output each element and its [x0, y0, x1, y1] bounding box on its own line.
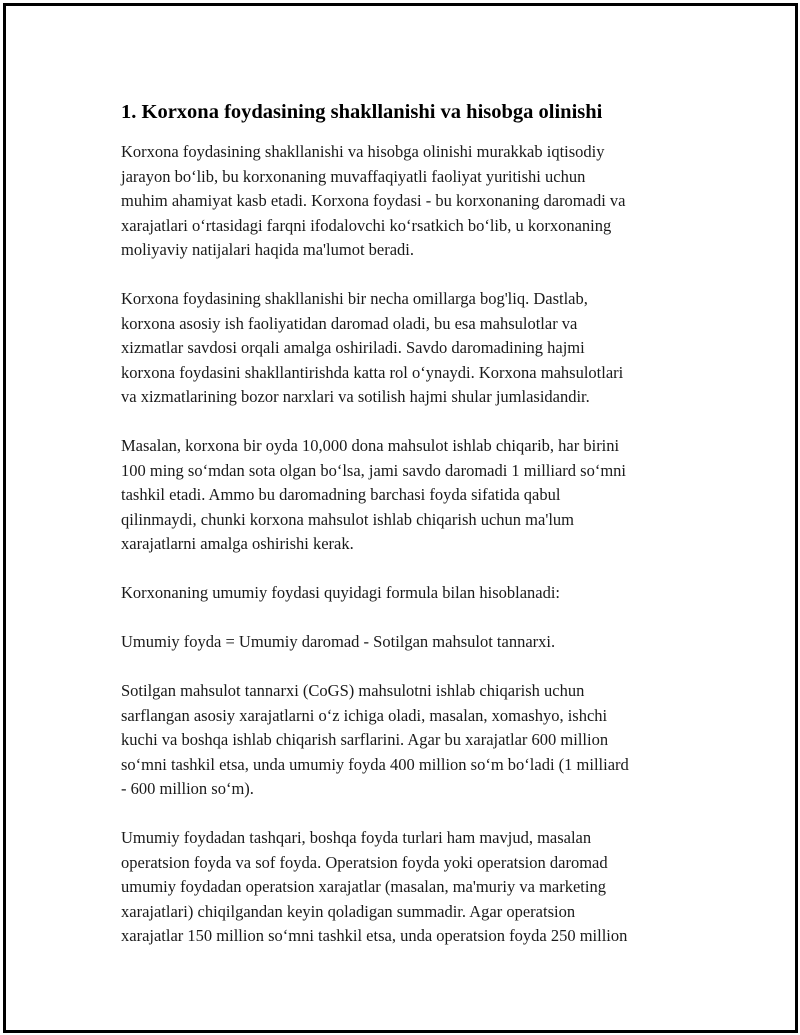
text-line: - 600 million so‘m).: [121, 779, 254, 798]
section-heading: 1. Korxona foydasining shakllanishi va hisobga olinishi: [121, 101, 603, 123]
text-line: Korxona foydasining shakllanishi bir necha omillarga bog'liq. Dastlab,: [121, 289, 588, 308]
paragraph-gap: [121, 802, 696, 827]
text-line: sarflangan asosiy xarajatlarni o‘z ichiga oladi, masalan, xomashyo, ishchi: [121, 705, 608, 725]
formula-paragraph: [121, 630, 696, 655]
text-line: tashkil etadi. Ammo bu daromadning barchasi foyda sifatida qabul: [121, 485, 561, 504]
text-line: xarajatlari) chiqilgandan keyin qoladigan summadir. Agar operatsion: [121, 901, 576, 921]
text-line: kuchi va boshqa ishlab chiqarish sarflarini. Agar bu xarajatlar 600 million: [121, 730, 609, 749]
paragraph-3: [121, 434, 696, 557]
text-line: so‘mni tashkil etsa, unda umumiy foyda 400 million so‘m bo‘ladi (1 milliard: [121, 754, 629, 774]
paragraph-1: [121, 140, 696, 263]
text-line: xarajatlari o‘rtasidagi farqni ifodalovchi ko‘rsatkich bo‘lib, u korxonaning: [121, 215, 612, 235]
text-line: qilinmaydi, chunki korxona mahsulot ishlab chiqarish uchun ma'lum: [121, 509, 574, 529]
text-line: Korxona foydasining shakllanishi va hisobga olinishi murakkab iqtisodiy: [121, 142, 605, 161]
text-line: va xizmatlarining bozor narxlari va sotilish hajmi shular jumlasidandir.: [121, 387, 590, 406]
paragraph-gap: [121, 410, 696, 435]
text-line: Korxonaning umumiy foydasi quyidagi formula bilan hisoblanadi:: [121, 583, 561, 602]
text-line: jarayon bo‘lib, bu korxonaning muvaffaqiyatli faoliyat yuritishi uchun: [121, 166, 586, 186]
text-line: muhim ahamiyat kasb etadi. Korxona foydasi - bu korxonaning daromadi va: [121, 191, 626, 210]
text-line: 100 ming so‘mdan sota olgan bo‘lsa, jami savdo daromadi 1 milliard so‘mni: [121, 460, 627, 480]
text-line: moliyaviy natijalari haqida ma'lumot beradi.: [121, 240, 415, 259]
paragraph-gap: [121, 557, 696, 582]
paragraph-7: [121, 826, 696, 949]
text-line: xarajatlarni amalga oshirishi kerak.: [121, 534, 354, 553]
paragraph-gap: [121, 263, 696, 288]
document-body: [121, 99, 696, 949]
text-line: Umumiy foyda = Umumiy daromad - Sotilgan mahsulot tannarxi.: [121, 632, 556, 651]
paragraph-2: [121, 287, 696, 410]
page-frame: [3, 3, 798, 1033]
text-line: Sotilgan mahsulot tannarxi (CoGS) mahsulotni ishlab chiqarish uchun: [121, 681, 585, 700]
text-line: Masalan, korxona bir oyda 10,000 dona mahsulot ishlab chiqarib, har birini: [121, 436, 620, 455]
paragraph-gap: [121, 606, 696, 631]
text-line: xizmatlar savdosi orqali amalga oshiriladi. Savdo daromadining hajmi: [121, 338, 585, 357]
text-line: xarajatlar 150 million so‘mni tashkil etsa, unda operatsion foyda 250 million: [121, 926, 628, 945]
paragraph-6: [121, 679, 696, 802]
text-line: Umumiy foydadan tashqari, boshqa foyda turlari ham mavjud, masalan: [121, 828, 592, 847]
text-line: korxona asosiy ish faoliyatidan daromad oladi, bu esa mahsulotlar va: [121, 313, 578, 333]
text-line: korxona foydasini shakllantirishda katta rol o‘ynaydi. Korxona mahsulotlari: [121, 362, 624, 382]
paragraph-gap: [121, 655, 696, 680]
text-line: operatsion foyda va sof foyda. Operatsion foyda yoki operatsion daromad: [121, 852, 608, 872]
text-line: umumiy foydadan operatsion xarajatlar (masalan, ma'muriy va marketing: [121, 877, 606, 896]
paragraph-4: [121, 581, 696, 606]
